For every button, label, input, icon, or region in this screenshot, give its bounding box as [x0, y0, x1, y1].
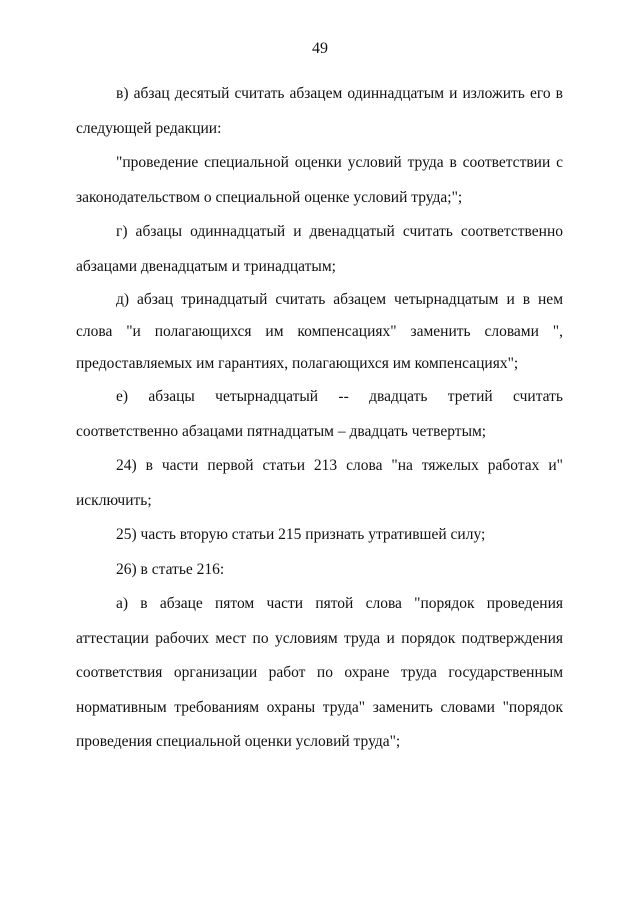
paragraph-item-v: в) абзац десятый считать абзацем одиннадцатым и изложить его в следующей редакции: [76, 85, 563, 137]
paragraph-item-25: 25) часть вторую статьи 215 признать утратившей силу; [116, 526, 486, 543]
paragraph-item-g: г) абзацы одиннадцатый и двенадцатый считать соответственно абзацами двенадцатым и тринадцатым; [76, 223, 563, 275]
paragraph-item-e: е) абзацы четырнадцатый -- двадцать третий считать соответственно абзацами пятнадцатым – двадцать четвертым; [76, 388, 563, 440]
paragraph-quote-new-text: "проведение специальной оценки условий труда в соответствии с законодательством о специальной оценке условий труда;"; [76, 154, 563, 206]
paragraph-item-26: 26) в статье 216: [116, 560, 225, 578]
paragraph-item-24: 24) в части первой статьи 213 слова "на тяжелых работах и" исключить; [76, 457, 563, 509]
page-number: 49 [312, 40, 328, 57]
paragraph-item-26a: а) в абзаце пятом части пятой слова "порядок проведения аттестации рабочих мест по условиям труда и порядок подтверждения соответствия организации работ по охране труда государственным нормативным требованиям охраны труда" заменить словами "порядок проведения специальной оценки условий труда"; [76, 595, 563, 750]
document-body [76, 77, 563, 760]
paragraph-item-d: д) абзац тринадцатый считать абзацем четырнадцатым и в нем слова "и полагающихся им компенсациях" заменить словами ", предоставляемых им гарантиях, полагающихся им компенсациях"; [76, 291, 563, 372]
